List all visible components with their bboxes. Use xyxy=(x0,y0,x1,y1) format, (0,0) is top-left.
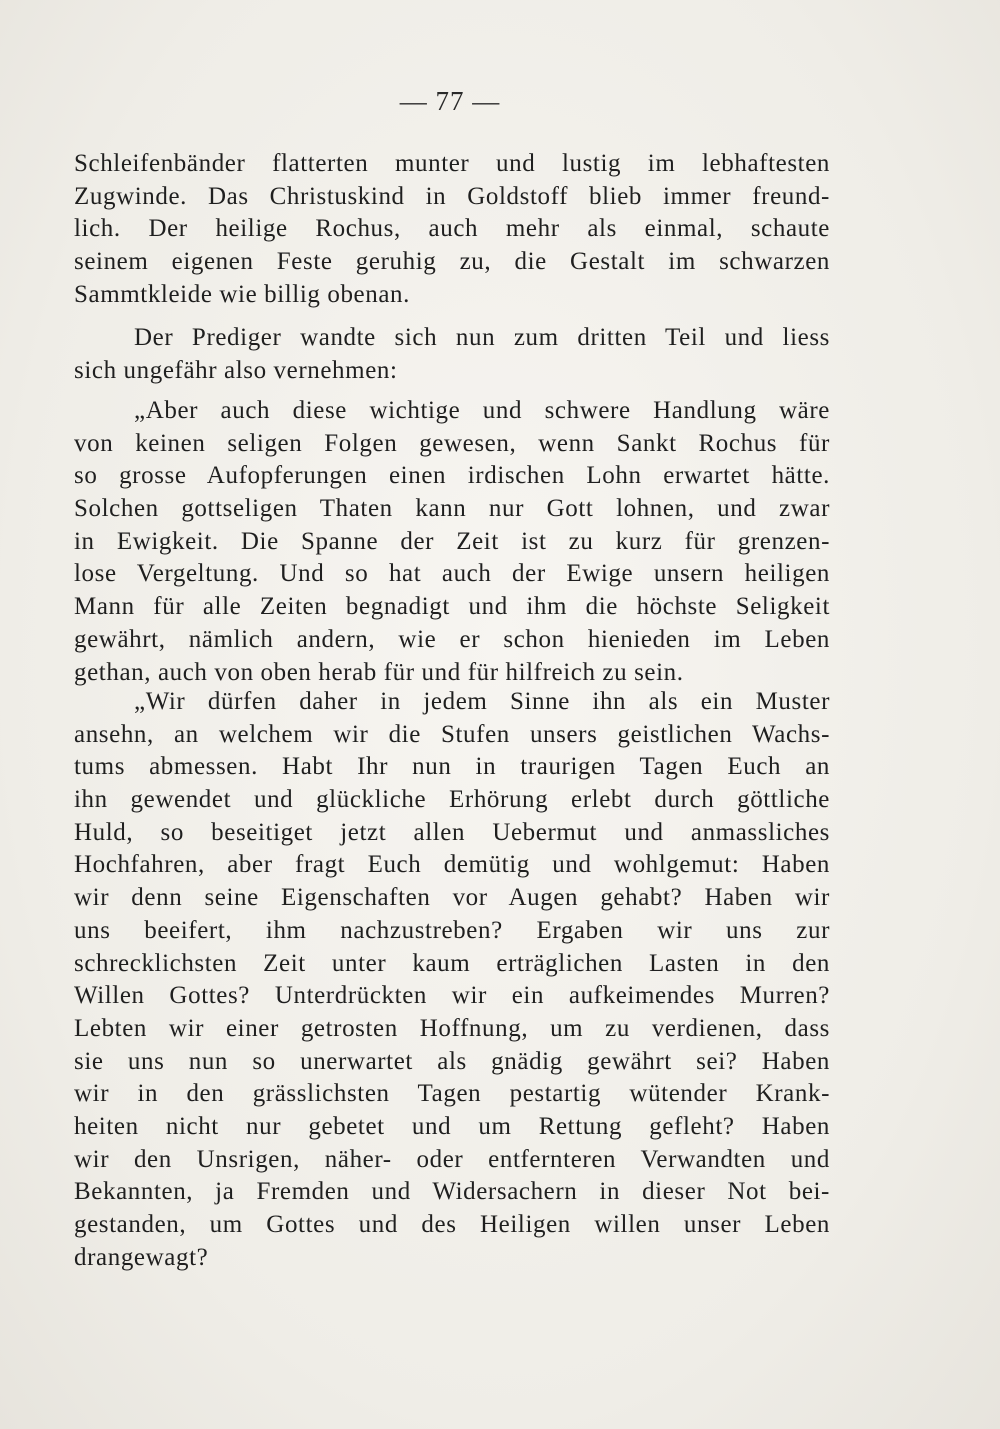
text-line: wir in den grässlichsten Tagen pestartig wütender Krank- xyxy=(74,1080,830,1108)
text-line: Mann für alle Zeiten begnadigt und ihm die höchste Seligkeit xyxy=(74,593,830,621)
text-line: gethan, auch von oben herab für und für hilfreich zu sein. xyxy=(74,658,684,686)
paragraph-1 xyxy=(74,148,830,311)
text-line: gestanden, um Gottes und des Heiligen willen unser Leben xyxy=(74,1211,830,1238)
text-line: Zugwinde. Das Christuskind in Goldstoff blieb immer freund- xyxy=(74,182,830,210)
paragraph-2 xyxy=(74,322,830,387)
text-line: gewährt, nämlich andern, wie er schon hienieden im Leben xyxy=(74,625,830,653)
text-line: Hochfahren, aber fragt Euch demütig und wohlgemut: Haben xyxy=(74,851,830,879)
text-line: schrecklichsten Zeit unter kaum erträglichen Lasten in den xyxy=(74,949,830,977)
text-line: „Aber auch diese wichtige und schwere Handlung wäre xyxy=(134,397,830,424)
text-line: heiten nicht nur gebetet und um Rettung gefleht? Haben xyxy=(74,1112,830,1140)
text-line: ansehn, an welchem wir die Stufen unsers geistlichen Wachs- xyxy=(74,720,830,748)
text-line: ihn gewendet und glückliche Erhörung erlebt durch göttliche xyxy=(74,786,830,814)
text-line: Sammtkleide wie billig obenan. xyxy=(74,280,410,308)
text-line: „Wir dürfen daher in jedem Sinne ihn als ein Muster xyxy=(134,688,830,715)
text-line: Bekannten, ja Fremden und Widersachern in dieser Not bei- xyxy=(74,1178,830,1206)
page-number: — 77 — xyxy=(399,86,501,116)
paragraph-3 xyxy=(74,395,830,689)
text-line: in Ewigkeit. Die Spanne der Zeit ist zu kurz für grenzen- xyxy=(74,527,830,555)
text-line: seinem eigenen Feste geruhig zu, die Gestalt im schwarzen xyxy=(74,248,830,276)
text-line: sich ungefähr also vernehmen: xyxy=(74,356,398,384)
text-line: tums abmessen. Habt Ihr nun in traurigen Tagen Euch an xyxy=(74,753,830,781)
text-line: sie uns nun so unerwartet als gnädig gewährt sei? Haben xyxy=(74,1047,830,1075)
text-line: drangewagt? xyxy=(74,1243,209,1271)
text-line: uns beeifert, ihm nachzustreben? Ergaben wir uns zur xyxy=(74,916,830,944)
text-line: von keinen seligen Folgen gewesen, wenn Sankt Rochus für xyxy=(74,429,830,457)
text-line: lose Vergeltung. Und so hat auch der Ewige unsern heiligen xyxy=(74,560,830,588)
text-line: so grosse Aufopferungen einen irdischen Lohn erwartet hätte. xyxy=(74,462,830,490)
text-line: Schleifenbänder flatterten munter und lustig im lebhaftesten xyxy=(74,150,830,177)
text-line: Huld, so beseitiget jetzt allen Uebermut und anmassliches xyxy=(74,818,830,846)
paragraph-4 xyxy=(74,686,830,1274)
text-line: Lebten wir einer getrosten Hoffnung, um zu verdienen, dass xyxy=(74,1014,830,1042)
text-line: Willen Gottes? Unterdrückten wir ein aufkeimendes Murren? xyxy=(74,982,830,1010)
text-line: wir den Unsrigen, näher- oder entfernteren Verwandten und xyxy=(74,1145,830,1173)
text-line: lich. Der heilige Rochus, auch mehr als einmal, schaute xyxy=(74,215,830,243)
text-line: wir denn seine Eigenschaften vor Augen gehabt? Haben wir xyxy=(74,884,830,912)
text-line: Der Prediger wandte sich nun zum dritten Teil und liess xyxy=(134,324,830,351)
text-line: Solchen gottseligen Thaten kann nur Gott lohnen, und zwar xyxy=(74,495,830,523)
